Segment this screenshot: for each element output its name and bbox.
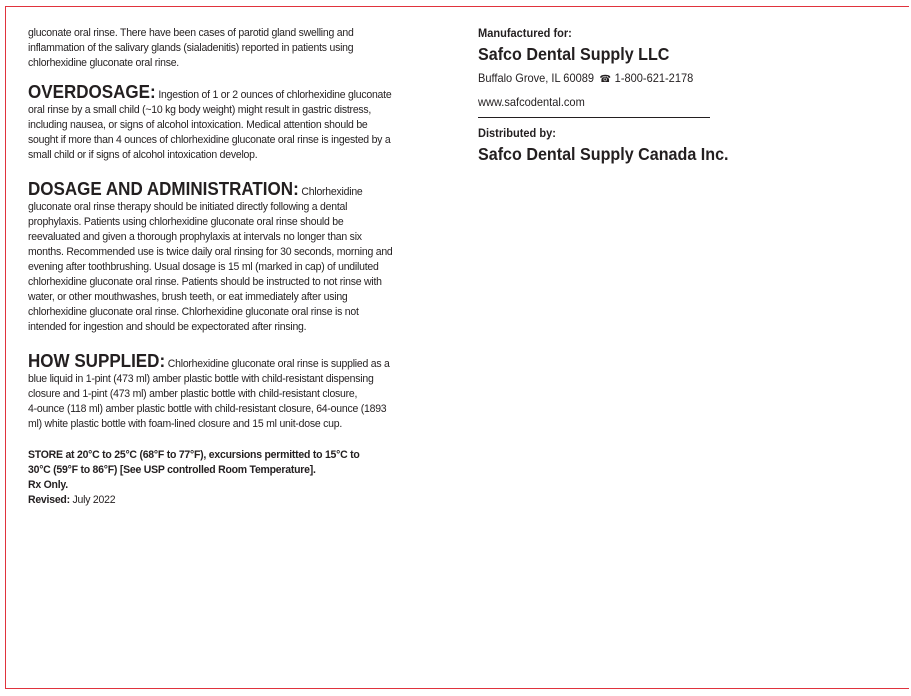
storage-line: STORE at 20°C to 25°C (68°F to 77°F), excursions permitted to 15°C to bbox=[28, 449, 360, 461]
rx-only: Rx Only. bbox=[28, 479, 68, 491]
dosage-line: chlorhexidine gluconate oral rinse. Patients should be instructed to not rinse with bbox=[28, 276, 382, 288]
supplied-line: blue liquid in 1-pint (473 ml) amber plastic bottle with child-resistant dispensing bbox=[28, 373, 374, 385]
revised-label: Revised: bbox=[28, 494, 70, 506]
overdosage-line: Ingestion of 1 or 2 ounces of chlorhexidine gluconate bbox=[155, 89, 392, 101]
overdosage-line: oral rinse by a small child (~10 kg body weight) might result in gastric distress, bbox=[28, 104, 372, 116]
overdosage-line: including nausea, or signs of alcohol intoxication. Medical attention should be bbox=[28, 119, 368, 131]
supplied-line: Chlorhexidine gluconate oral rinse is supplied as a bbox=[165, 358, 390, 370]
left-column bbox=[28, 26, 440, 508]
distributor-name: Safco Dental Supply Canada Inc. bbox=[478, 144, 729, 164]
revised-date bbox=[28, 493, 440, 508]
revised-value: July 2022 bbox=[69, 494, 116, 506]
dosage-line: reevaluated and given a thorough prophylaxis at intervals no longer than six bbox=[28, 231, 362, 243]
distributor-block bbox=[478, 126, 778, 165]
dosage-heading: DOSAGE AND ADMINISTRATION: bbox=[28, 178, 299, 199]
manufacturer-website: www.safcodental.com bbox=[478, 95, 585, 109]
manufactured-for-label: Manufactured for: bbox=[478, 26, 572, 40]
distributed-by-label: Distributed by: bbox=[478, 126, 556, 140]
right-column bbox=[478, 26, 718, 110]
dosage-line: Chlorhexidine bbox=[298, 186, 363, 198]
storage-statement bbox=[28, 448, 440, 478]
supplied-line: 4-ounce (118 ml) amber plastic bottle with child-resistant closure, 64-ounce (1893 bbox=[28, 403, 387, 415]
dosage-line: intended for ingestion and should be expectorated after rinsing. bbox=[28, 321, 307, 333]
overdosage-section bbox=[28, 81, 440, 163]
divider bbox=[478, 117, 710, 118]
intro-paragraph bbox=[28, 26, 440, 71]
telephone-icon: ☎ bbox=[599, 74, 611, 85]
overdosage-line: sought if more than 4 ounces of chlorhexidine gluconate oral rinse is ingested by a bbox=[28, 134, 391, 146]
dosage-section bbox=[28, 178, 440, 335]
how-supplied-section bbox=[28, 350, 440, 432]
intro-text: gluconate oral rinse. There have been cases of parotid gland swelling and inflammation of the salivary glands (sialadenitis) reported in patients using chlorhexidine gluconate oral rinse. bbox=[28, 27, 354, 69]
manufacturer-phone: 1-800-621-2178 bbox=[614, 71, 694, 85]
supplied-line: ml) white plastic bottle with foam-lined closure and 15 ml unit-dose cup. bbox=[28, 418, 343, 430]
overdosage-line: small child or if signs of alcohol intoxication develop. bbox=[28, 149, 258, 161]
how-supplied-heading: HOW SUPPLIED: bbox=[28, 350, 166, 371]
dosage-line: evening after toothbrushing. Usual dosage is 15 ml (marked in cap) of undiluted bbox=[28, 261, 379, 273]
supplied-line: closure and 1-pint (473 ml) amber plastic bottle with child-resistant closure, bbox=[28, 388, 358, 400]
overdosage-heading: OVERDOSAGE: bbox=[28, 81, 156, 102]
dosage-line: months. Recommended use is twice daily oral rinsing for 30 seconds, morning and bbox=[28, 246, 393, 258]
dosage-line: gluconate oral rinse therapy should be initiated directly following a dental bbox=[28, 201, 348, 213]
dosage-line: water, or other mouthwashes, brush teeth, or eat immediately after using bbox=[28, 291, 348, 303]
manufacturer-contact bbox=[478, 70, 717, 88]
storage-line: 30°C (59°F to 86°F) [See USP controlled Room Temperature]. bbox=[28, 464, 316, 476]
dosage-line: prophylaxis. Patients using chlorhexidine gluconate oral rinse should be bbox=[28, 216, 344, 228]
dosage-line: chlorhexidine gluconate oral rinse. Chlorhexidine gluconate oral rinse is not bbox=[28, 306, 359, 318]
manufacturer-name: Safco Dental Supply LLC bbox=[478, 44, 670, 64]
manufacturer-address: Buffalo Grove, IL 60089 bbox=[478, 71, 595, 85]
